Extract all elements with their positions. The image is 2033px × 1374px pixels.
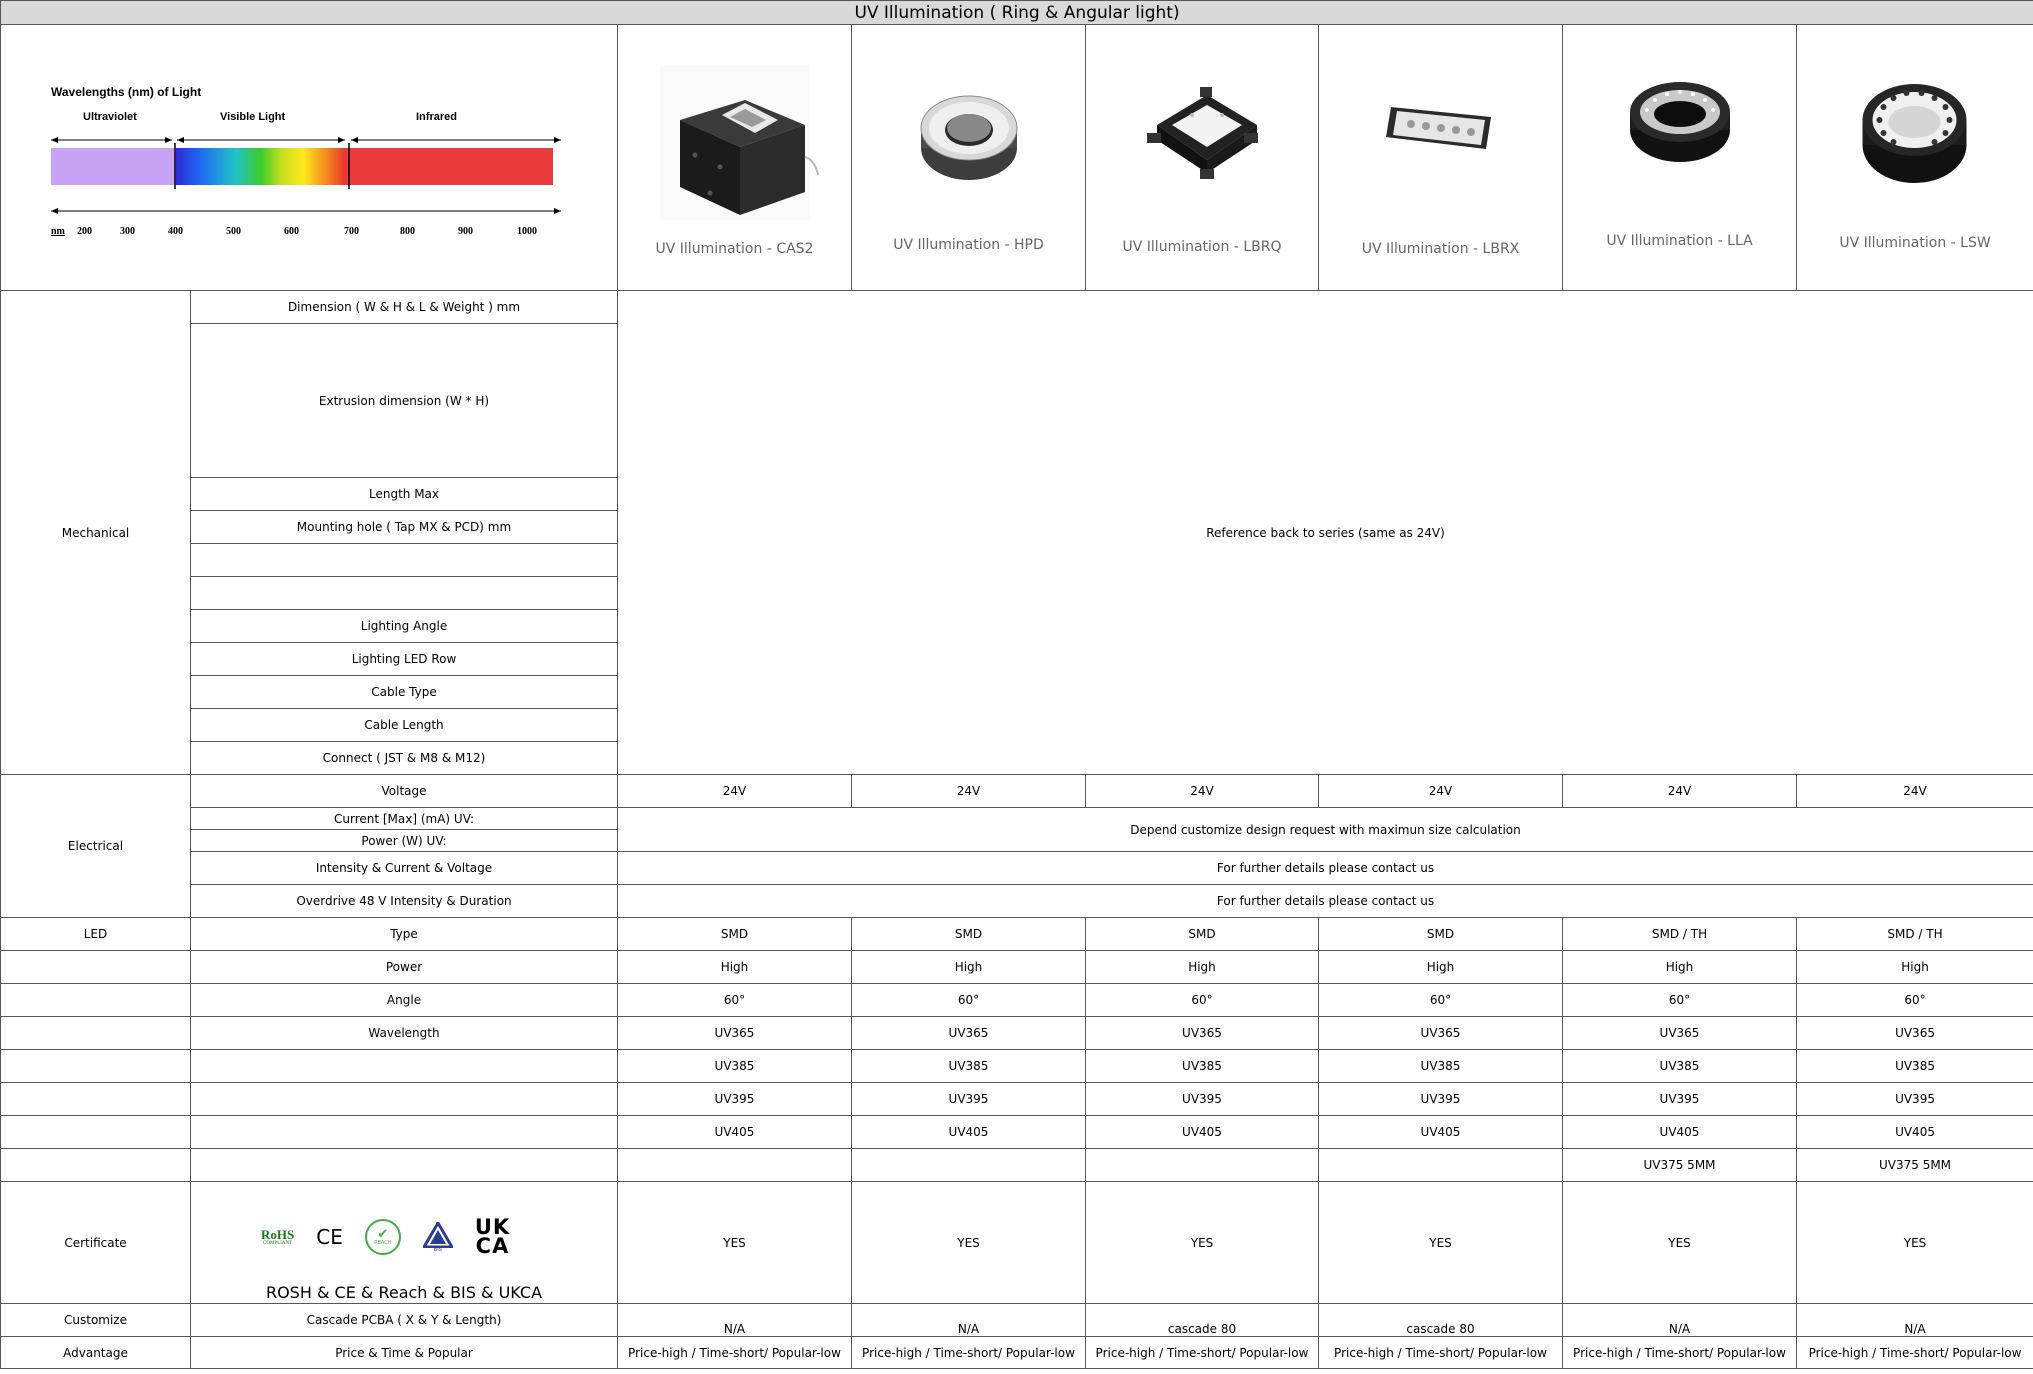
ce-logo: CE <box>316 1225 343 1249</box>
led-power-value: High <box>1086 951 1319 984</box>
product-card-lsw <box>1797 25 2033 291</box>
label-length-max: Length Max <box>191 478 618 511</box>
wavelength-value <box>852 1149 1086 1182</box>
rohs-logo: RoHS COMPLIANT <box>261 1227 295 1246</box>
certificate-value: YES <box>1563 1182 1797 1304</box>
wavelength-value: UV395 <box>852 1083 1086 1116</box>
empty-cell <box>191 1083 618 1116</box>
empty-cell <box>1 1116 191 1149</box>
voltage-value: 24V <box>618 775 852 808</box>
empty-cell <box>191 1050 618 1083</box>
product-name: UV Illumination - LBRX <box>1361 241 1520 257</box>
empty-cell <box>191 1149 618 1182</box>
wavelength-value: UV385 <box>1563 1050 1797 1083</box>
voltage-value: 24V <box>1563 775 1797 808</box>
wavelength-value <box>1086 1149 1319 1182</box>
label-blank <box>191 544 618 577</box>
certificate-value: YES <box>1086 1182 1319 1304</box>
led-power-value: High <box>1797 951 2033 984</box>
advantage-value: Price-high / Time-short/ Popular-low <box>1563 1337 1797 1369</box>
section-advantage: Advantage <box>1 1337 191 1369</box>
label-connect: Connect ( JST & M8 & M12) <box>191 742 618 775</box>
wavelength-value: UV405 <box>618 1116 852 1149</box>
overdrive-note: For further details please contact us <box>618 885 2033 918</box>
led-type-value: SMD / TH <box>1563 918 1797 951</box>
angular-box-light-image <box>650 65 820 220</box>
wavelength-value: UV365 <box>1797 1017 2033 1050</box>
label-lighting-led-row: Lighting LED Row <box>191 643 618 676</box>
label-extrusion-dimension: Extrusion dimension (W * H) <box>191 324 618 478</box>
led-angle-value: 60° <box>852 984 1086 1017</box>
bis-logo: BIS <box>423 1222 453 1253</box>
wavelength-value: UV405 <box>1319 1116 1563 1149</box>
section-certificate: Certificate <box>1 1182 191 1304</box>
voltage-value: 24V <box>1319 775 1563 808</box>
sheet-title: UV Illumination ( Ring & Angular light) <box>1 1 2033 25</box>
certificate-value: YES <box>1797 1182 2033 1304</box>
ultraviolet-band <box>51 148 176 185</box>
label-voltage: Voltage <box>191 775 618 808</box>
tick-label: 1000 <box>517 226 537 237</box>
led-type-value: SMD <box>1319 918 1563 951</box>
mechanical-note: Reference back to series (same as 24V) <box>618 291 2033 775</box>
spectrum-title: Wavelengths (nm) of Light <box>51 85 202 99</box>
led-type-value: SMD <box>618 918 852 951</box>
wavelength-value <box>618 1149 852 1182</box>
customize-value: N/A <box>852 1304 1086 1337</box>
ring-light-image <box>1858 70 1973 190</box>
wavelength-value: UV395 <box>1319 1083 1563 1116</box>
product-name: UV Illumination - LSW <box>1839 235 1991 251</box>
led-power-value: High <box>1319 951 1563 984</box>
tick-label: 900 <box>458 226 473 237</box>
label-lighting-angle: Lighting Angle <box>191 610 618 643</box>
empty-cell <box>191 1116 618 1149</box>
led-angle-value: 60° <box>618 984 852 1017</box>
label-power: Power (W) UV: <box>191 830 618 852</box>
wavelength-value: UV385 <box>1797 1050 2033 1083</box>
certificate-value: YES <box>618 1182 852 1304</box>
empty-cell <box>1 1050 191 1083</box>
tick-label: 700 <box>344 226 359 237</box>
tick-label: 800 <box>400 226 415 237</box>
tick-label: 400 <box>168 226 183 237</box>
customize-value: cascade 80 <box>1086 1304 1319 1337</box>
certificate-logos <box>261 1215 511 1258</box>
advantage-value: Price-high / Time-short/ Popular-low <box>1319 1337 1563 1369</box>
product-card-lbrx <box>1319 25 1563 291</box>
customize-value: N/A <box>1797 1304 2033 1337</box>
label-mounting-hole: Mounting hole ( Tap MX & PCD) mm <box>191 511 618 544</box>
wavelength-value: UV405 <box>852 1116 1086 1149</box>
axis-unit: nm <box>51 226 65 237</box>
label-cable-type: Cable Type <box>191 676 618 709</box>
spectrum-panel <box>1 25 618 291</box>
infrared-band <box>346 148 553 185</box>
spectrum-chart <box>1 25 618 291</box>
label-overdrive: Overdrive 48 V Intensity & Duration <box>191 885 618 918</box>
led-angle-value: 60° <box>1797 984 2033 1017</box>
wavelength-value: UV385 <box>852 1050 1086 1083</box>
product-name: UV Illumination - LLA <box>1606 233 1753 249</box>
led-power-value: High <box>1563 951 1797 984</box>
product-name: UV Illumination - HPD <box>893 237 1044 253</box>
led-power-value: High <box>618 951 852 984</box>
ring-light-image <box>914 80 1024 190</box>
advantage-value: Price-high / Time-short/ Popular-low <box>618 1337 852 1369</box>
band-label-visible: Visible Light <box>220 111 286 123</box>
visible-band <box>176 148 346 185</box>
wavelength-value <box>1319 1149 1563 1182</box>
empty-cell <box>1 951 191 984</box>
wavelength-value: UV375 5MM <box>1563 1149 1797 1182</box>
label-price-time-popular: Price & Time & Popular <box>191 1337 618 1369</box>
wavelength-value: UV395 <box>1797 1083 2033 1116</box>
product-name: UV Illumination - CAS2 <box>655 241 814 257</box>
tick-label: 300 <box>120 226 135 237</box>
empty-cell <box>1 1083 191 1116</box>
wavelength-value: UV405 <box>1797 1116 2033 1149</box>
wavelength-value: UV405 <box>1086 1116 1319 1149</box>
band-label-infrared: Infrared <box>416 111 457 123</box>
led-angle-value: 60° <box>1086 984 1319 1017</box>
voltage-value: 24V <box>1797 775 2033 808</box>
voltage-value: 24V <box>852 775 1086 808</box>
led-angle-value: 60° <box>1319 984 1563 1017</box>
bis-triangle-icon <box>423 1222 453 1248</box>
wavelength-value: UV385 <box>1086 1050 1319 1083</box>
wavelength-value: UV365 <box>1319 1017 1563 1050</box>
led-type-value: SMD <box>852 918 1086 951</box>
label-led-angle: Angle <box>191 984 618 1017</box>
label-dimension: Dimension ( W & H & L & Weight ) mm <box>191 291 618 324</box>
empty-cell <box>1 1017 191 1050</box>
product-name: UV Illumination - LBRQ <box>1122 239 1282 255</box>
certificate-label: ROSH & CE & Reach & BIS & UKCA <box>265 1283 543 1302</box>
label-intensity: Intensity & Current & Voltage <box>191 852 618 885</box>
band-label-ultraviolet: Ultraviolet <box>83 111 137 123</box>
wavelength-value: UV365 <box>1563 1017 1797 1050</box>
wavelength-value: UV365 <box>1086 1017 1319 1050</box>
wavelength-value: UV385 <box>1319 1050 1563 1083</box>
label-cascade-pcba: Cascade PCBA ( X & Y & Length) <box>191 1304 618 1337</box>
wavelength-value: UV365 <box>852 1017 1086 1050</box>
wavelength-value: UV385 <box>618 1050 852 1083</box>
wavelength-value: UV375 5MM <box>1797 1149 2033 1182</box>
tick-label: 500 <box>226 226 241 237</box>
section-electrical: Electrical <box>1 775 191 918</box>
led-power-value: High <box>852 951 1086 984</box>
section-mechanical: Mechanical <box>1 291 191 775</box>
customize-value: N/A <box>618 1304 852 1337</box>
product-card-cas2 <box>618 25 852 291</box>
wavelength-value: UV405 <box>1563 1116 1797 1149</box>
advantage-value: Price-high / Time-short/ Popular-low <box>852 1337 1086 1369</box>
square-light-image <box>1142 85 1262 185</box>
current-power-note: Depend customize design request with maximun size calculation <box>618 808 2033 852</box>
label-wavelength: Wavelength <box>191 1017 618 1050</box>
certificate-logos-cell <box>191 1182 618 1304</box>
ukca-logo: UK CA <box>474 1215 511 1258</box>
product-card-lbrq <box>1086 25 1319 291</box>
led-angle-value: 60° <box>1563 984 1797 1017</box>
advantage-value: Price-high / Time-short/ Popular-low <box>1086 1337 1319 1369</box>
customize-value: N/A <box>1563 1304 1797 1337</box>
tick-label: 200 <box>77 226 92 237</box>
led-type-value: SMD <box>1086 918 1319 951</box>
product-card-hpd <box>852 25 1086 291</box>
certificate-value: YES <box>852 1182 1086 1304</box>
check-icon: ✔ <box>377 1227 389 1242</box>
section-customize: Customize <box>1 1304 191 1337</box>
advantage-value: Price-high / Time-short/ Popular-low <box>1797 1337 2033 1369</box>
label-blank <box>191 577 618 610</box>
led-type-value: SMD / TH <box>1797 918 2033 951</box>
empty-cell <box>1 1149 191 1182</box>
customize-value: cascade 80 <box>1319 1304 1563 1337</box>
voltage-value: 24V <box>1086 775 1319 808</box>
empty-cell <box>1 984 191 1017</box>
wavelength-value: UV395 <box>1563 1083 1797 1116</box>
certificate-value: YES <box>1319 1182 1563 1304</box>
product-card-lla <box>1563 25 1797 291</box>
section-led: LED <box>1 918 191 951</box>
wavelength-value: UV395 <box>618 1083 852 1116</box>
label-led-type: Type <box>191 918 618 951</box>
low-angle-ring-light-image <box>1625 70 1735 170</box>
label-cable-length: Cable Length <box>191 709 618 742</box>
bar-light-image <box>1381 87 1501 167</box>
wavelength-value: UV395 <box>1086 1083 1319 1116</box>
intensity-note: For further details please contact us <box>618 852 2033 885</box>
reach-logo: ✔ REACH <box>365 1219 401 1255</box>
label-current: Current [Max] (mA) UV: <box>191 808 618 830</box>
wavelength-value: UV365 <box>618 1017 852 1050</box>
label-led-power: Power <box>191 951 618 984</box>
tick-label: 600 <box>284 226 299 237</box>
